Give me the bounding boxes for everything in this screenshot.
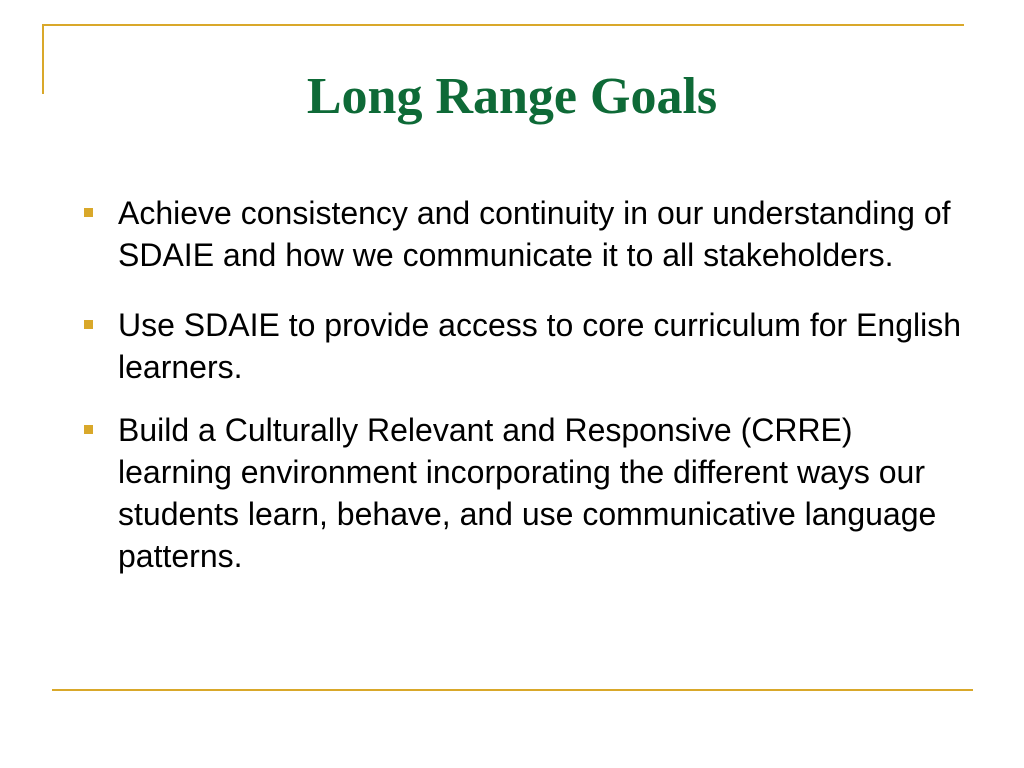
bullet-text: Use SDAIE to provide access to core curriculum for English learners.: [118, 307, 961, 385]
bullet-text: Build a Culturally Relevant and Responsive (CRRE) learning environment incorporating the different ways our students learn, behave, and use communicative language patterns.: [118, 412, 937, 574]
square-bullet-icon: [84, 320, 93, 329]
slide-title: Long Range Goals: [306, 68, 718, 125]
bullet-list: [84, 192, 964, 577]
square-bullet-icon: [84, 208, 93, 217]
bottom-border-line: [52, 689, 973, 691]
bullet-item-consistency: [84, 192, 964, 276]
bullet-item-access: [84, 304, 964, 388]
bullet-item-crre: [84, 409, 964, 577]
bullet-text: Achieve consistency and continuity in our understanding of SDAIE and how we communicate it to all stakeholders.: [118, 195, 951, 273]
top-border-line: [42, 24, 964, 26]
square-bullet-icon: [84, 425, 93, 434]
